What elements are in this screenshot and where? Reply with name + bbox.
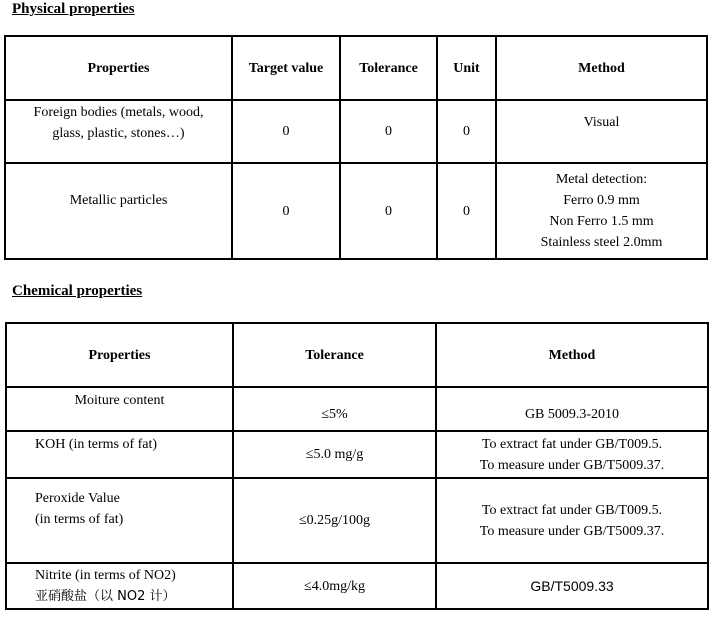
column-header: Properties [6, 323, 233, 387]
method-cell [436, 431, 708, 478]
method-text: Ferro 0.9 mm [563, 193, 640, 208]
method-text: GB 5009.3-2010 [524, 406, 620, 422]
property-cell [5, 100, 232, 163]
method-text: Metal detection: [555, 172, 648, 187]
property-cell [6, 478, 233, 563]
method-text: To extract fat under GB/T009.5. [481, 436, 663, 452]
property-text: (in terms of fat) [35, 512, 124, 527]
method-cell [496, 163, 707, 259]
method-cell [436, 563, 708, 609]
method-text: Non Ferro 1.5 mm [549, 214, 654, 229]
tolerance-cell: 0 [340, 100, 437, 163]
column-header: Unit [437, 36, 496, 100]
method-text: Stainless steel 2.0mm [540, 235, 663, 250]
chemical-properties-table [5, 322, 709, 610]
table-header-row [5, 36, 707, 100]
property-text: glass, plastic, stones…) [52, 126, 185, 141]
table-row [6, 387, 708, 431]
column-header: Properties [5, 36, 232, 100]
column-header: Tolerance [233, 323, 436, 387]
method-text: To measure under GB/T5009.37. [479, 457, 665, 473]
property-text: KOH (in terms of fat) [35, 437, 158, 452]
table-header-row [6, 323, 708, 387]
method-text: GB/T5009.33 [530, 577, 614, 594]
property-cell [6, 387, 233, 431]
method-cell [496, 100, 707, 163]
target-value-cell: 0 [232, 100, 340, 163]
method-text: To extract fat under GB/T009.5. [481, 502, 663, 518]
tolerance-cell: 0 [340, 163, 437, 259]
property-cell [6, 563, 233, 609]
method-text: Visual [583, 115, 620, 130]
physical-properties-heading: Physical properties [12, 1, 135, 17]
property-text: Foreign bodies (metals, wood, [33, 105, 204, 120]
tolerance-cell: ≤5% [233, 387, 436, 431]
table-row [6, 563, 708, 609]
table-row [6, 431, 708, 478]
method-cell [436, 387, 708, 431]
property-text: Metallic particles [69, 193, 168, 208]
unit-cell: 0 [437, 163, 496, 259]
target-value-cell: 0 [232, 163, 340, 259]
property-text: Nitrite (in terms of NO2) [35, 568, 176, 583]
tolerance-cell: ≤4.0mg/kg [233, 563, 436, 609]
chemical-properties-heading: Chemical properties [12, 283, 143, 299]
table-row [6, 478, 708, 563]
method-text: To measure under GB/T5009.37. [479, 523, 665, 539]
column-header: Tolerance [340, 36, 437, 100]
tolerance-cell: ≤0.25g/100g [233, 478, 436, 563]
table-row [5, 163, 707, 259]
property-text: Moiture content [74, 393, 165, 408]
property-text: Peroxide Value [35, 491, 120, 506]
column-header: Target value [232, 36, 340, 100]
column-header: Method [436, 323, 708, 387]
tolerance-cell: ≤5.0 mg/g [233, 431, 436, 478]
table-row [5, 100, 707, 163]
property-cell [6, 431, 233, 478]
method-cell [436, 478, 708, 563]
property-cell [5, 163, 232, 259]
column-header: Method [496, 36, 707, 100]
physical-properties-table [4, 35, 708, 260]
unit-cell: 0 [437, 100, 496, 163]
property-text: 亚硝酸盐（以 NO2 计） [35, 589, 176, 604]
